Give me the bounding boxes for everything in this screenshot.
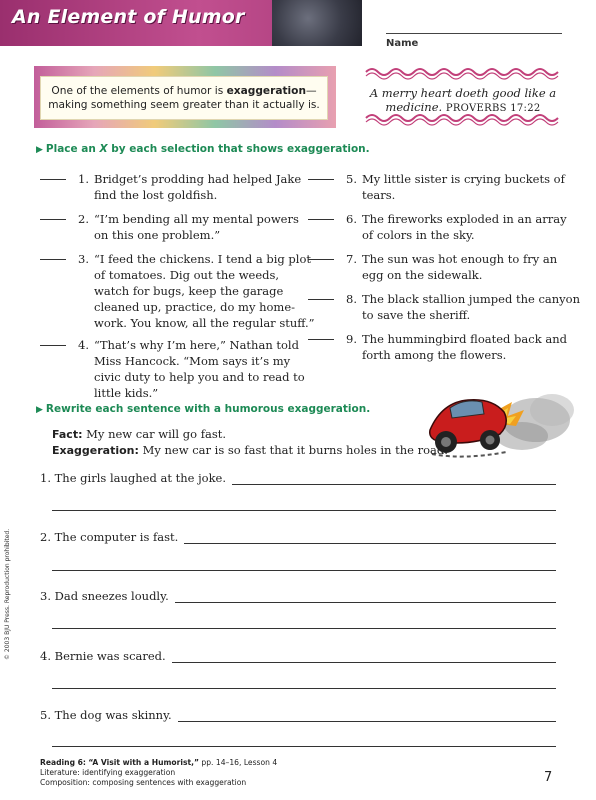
item-number: 1. [78,172,89,186]
item-number: 9. [346,332,357,346]
answer-blank[interactable] [40,337,66,346]
instruction-mark: X [99,143,108,155]
answer-blank[interactable] [40,211,66,220]
item-text: The hummingbird floated back and forth among the flowers. [362,332,567,362]
list-item [308,331,567,363]
crashed-car-icon [424,372,576,476]
rewrite-sentence: 5. The dog was skinny. [40,708,172,722]
example-exaggeration [52,442,448,459]
list-item [40,211,299,243]
example-fact [52,426,226,443]
footer-reading-title: “A Visit with a Humorist,” [88,758,199,767]
rewrite-item [40,471,556,485]
proverb-reference: PROVERBS 17:22 [445,103,541,114]
banner-photo [272,0,362,46]
proverb-quote [366,86,560,116]
item-text: “That’s why I’m here,” Nathan told Miss Hancock. “Mom says it’s my civic duty to help you and to read to little kids.” [94,338,305,400]
item-text: “I feed the chickens. I tend a big plot of tomatoes. Dig out the weeds, watch for bugs, keep the garage cleaned up, practice, do my home- work. You know, all the regular stuff.” [94,252,315,330]
page-number: 7 [544,770,553,785]
rewrite-item [40,708,556,722]
answer-blank[interactable] [308,171,334,180]
list-item [308,251,557,283]
item-text: “I’m bending all my mental powers on this one problem.” [94,212,299,242]
proverb-text: A merry heart doeth good like a medicine. [369,86,557,114]
answer-blank[interactable] [40,171,66,180]
answer-blank[interactable] [40,251,66,260]
rewrite-sentence: 1. The girls laughed at the joke. [40,471,227,485]
rewrite-item [40,649,556,663]
answer-line[interactable] [184,535,556,544]
definition-box [40,76,328,120]
instruction-text-after: by each selection that shows exaggeration. [107,143,370,155]
answer-line[interactable] [232,476,556,485]
answer-blank[interactable] [308,211,334,220]
item-text: Bridget’s prodding had helped Jake find the lost goldfish. [94,172,302,202]
exaggeration-label: Exaggeration: [52,444,139,457]
answer-line[interactable] [52,746,556,747]
rewrite-item [40,589,556,603]
item-text: The black stallion jumped the canyon to save the sheriff. [362,292,580,322]
instruction-arrow-icon: ▶ [36,145,43,155]
list-item [308,211,567,243]
answer-line[interactable] [52,570,556,571]
item-number: 8. [346,292,357,306]
instruction-section-1 [36,143,370,155]
instruction-section-2 [36,403,370,415]
item-text: The sun was hot enough to fry an egg on the sidewalk. [362,252,558,282]
rewrite-item [40,530,556,544]
page-title: An Element of Humor [12,6,245,28]
answer-line[interactable] [175,594,556,603]
answer-line[interactable] [178,713,556,722]
footer [40,758,277,788]
rewrite-sentence: 3. Dad sneezes loudly. [40,589,169,603]
answer-line[interactable] [52,688,556,689]
definition-term: exaggeration [226,85,307,97]
rewrite-sentence: 2. The computer is fast. [40,530,179,544]
item-text: My little sister is crying buckets of tears. [362,172,565,202]
instruction-text-before: Place an [45,143,100,155]
title-banner [0,0,362,46]
item-number: 6. [346,212,357,226]
item-number: 4. [78,338,89,352]
instruction-text: Rewrite each sentence with a humorous exaggeration. [45,403,371,415]
item-text: The fireworks exploded in an array of colors in the sky. [362,212,567,242]
item-number: 7. [346,252,357,266]
list-item [308,171,565,203]
list-item [308,291,580,323]
answer-blank[interactable] [308,331,334,340]
answer-line[interactable] [52,510,556,511]
answer-line[interactable] [172,654,556,663]
item-number: 2. [78,212,89,226]
exaggeration-text: My new car is so fast that it burns holes in the road. [142,443,448,457]
footer-literature: Literature: identifying exaggeration [40,768,176,777]
fact-text: My new car will go fast. [86,427,226,441]
answer-line[interactable] [52,628,556,629]
definition-text-after: —making something seem greater than it actually is. [48,85,320,111]
footer-composition: Composition: composing sentences with exaggeration [40,778,247,787]
answer-blank[interactable] [308,291,334,300]
copyright-notice: © 2003 BJU Press. Reproduction prohibited. [4,528,11,660]
fact-label: Fact: [52,428,83,441]
footer-reading-pages: pp. 14–16, Lesson 4 [199,758,278,767]
list-item [40,251,315,331]
footer-reading-label: Reading 6: [40,758,86,767]
name-label: Name [386,38,419,49]
answer-blank[interactable] [308,251,334,260]
item-number: 3. [78,252,89,266]
item-number: 5. [346,172,357,186]
list-item [40,171,301,203]
footer-reading-line [40,758,277,768]
rewrite-sentence: 4. Bernie was scared. [40,649,166,663]
list-item [40,337,305,401]
definition-text-before: One of the elements of humor is [51,85,227,97]
instruction-arrow-icon: ▶ [36,405,43,415]
name-line[interactable] [386,33,562,34]
